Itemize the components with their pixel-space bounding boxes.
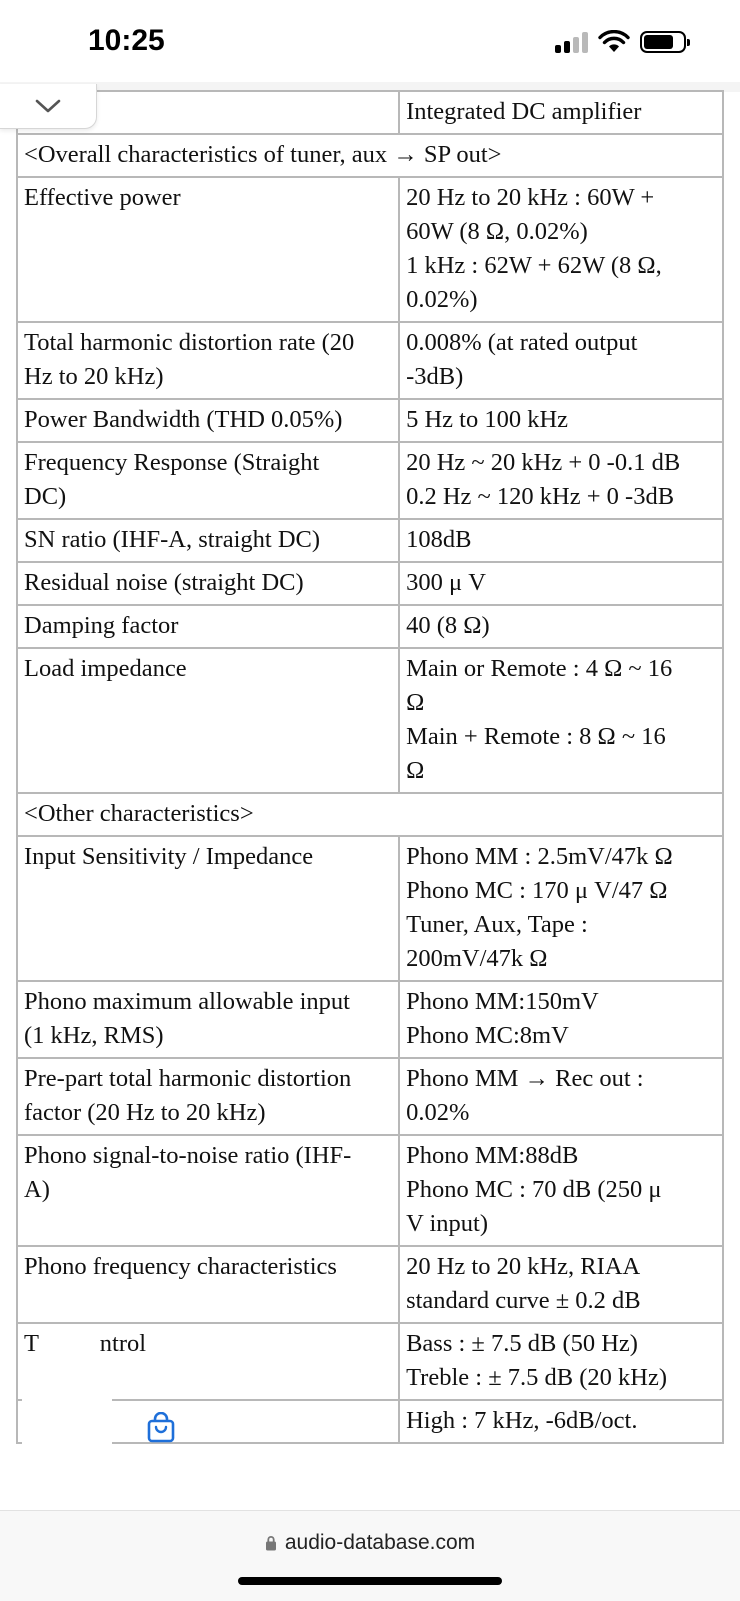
value-cell bbox=[399, 519, 723, 562]
value-text: Phono MM:88dB bbox=[406, 1142, 579, 1169]
value-cell bbox=[399, 1323, 723, 1400]
value-text: Phono MC : 70 dB (250 μ bbox=[406, 1176, 662, 1203]
value-cell bbox=[399, 442, 723, 519]
label-text: Phono frequency characteristics bbox=[24, 1253, 337, 1280]
label-cell bbox=[17, 1135, 399, 1246]
label-cell bbox=[17, 648, 399, 793]
label-text: Frequency Response (Straight bbox=[24, 449, 320, 476]
value-text: 0.2 Hz ~ 120 kHz + 0 -3dB bbox=[406, 483, 675, 510]
label-cell bbox=[17, 399, 399, 442]
value-cell bbox=[399, 1058, 723, 1135]
value-text: 0.02%) bbox=[406, 286, 478, 313]
label-text: Effective power bbox=[24, 184, 181, 211]
label-cell bbox=[17, 177, 399, 322]
table-row bbox=[17, 605, 723, 648]
value-text: V input) bbox=[406, 1210, 488, 1237]
table-row bbox=[17, 519, 723, 562]
label-cell bbox=[17, 1246, 399, 1323]
table-row bbox=[17, 648, 723, 793]
table-row bbox=[17, 322, 723, 399]
value-text: Phono MM:150mV bbox=[406, 988, 599, 1015]
value-cell bbox=[399, 399, 723, 442]
section-row bbox=[17, 134, 723, 177]
lock-icon bbox=[265, 1535, 277, 1551]
value-text: Phono MM : 2.5mV/47k Ω bbox=[406, 843, 673, 870]
value-text: 108dB bbox=[406, 526, 472, 553]
label-cell bbox=[17, 605, 399, 648]
value-text: Phono MM → Rec out : bbox=[406, 1065, 644, 1092]
value-text: Ω bbox=[406, 757, 425, 784]
label-text: Residual noise (straight DC) bbox=[24, 569, 304, 596]
cellular-signal-icon bbox=[555, 31, 588, 53]
label-cell bbox=[17, 981, 399, 1058]
value-text: 1 kHz : 62W + 62W (8 Ω, bbox=[406, 252, 662, 279]
value-cell bbox=[399, 1246, 723, 1323]
label-text: Pre-part total harmonic distortion bbox=[24, 1065, 352, 1092]
value-text: 20 Hz to 20 kHz : 60W + bbox=[406, 184, 655, 211]
value-cell bbox=[399, 1135, 723, 1246]
table-row bbox=[17, 442, 723, 519]
status-bar bbox=[0, 0, 740, 82]
value-text: Tuner, Aux, Tape : bbox=[406, 911, 588, 938]
value-text: standard curve ± 0.2 dB bbox=[406, 1287, 641, 1314]
table-row bbox=[17, 177, 723, 322]
shopping-bag-icon[interactable] bbox=[146, 1412, 176, 1444]
label-text: DC) bbox=[24, 483, 67, 510]
table-row bbox=[17, 399, 723, 442]
value-text: 300 μ V bbox=[406, 569, 486, 596]
label-cell bbox=[17, 442, 399, 519]
label-text: T ntrol bbox=[24, 1330, 147, 1357]
value-text: Main or Remote : 4 Ω ~ 16 bbox=[406, 655, 673, 682]
table-row bbox=[17, 1323, 723, 1400]
status-icons bbox=[555, 30, 686, 54]
section-row bbox=[17, 793, 723, 836]
table-row bbox=[17, 1246, 723, 1323]
table-row bbox=[17, 1058, 723, 1135]
spec-table bbox=[16, 90, 724, 1444]
collapse-toggle-button[interactable] bbox=[0, 84, 97, 129]
label-text: A) bbox=[24, 1176, 50, 1203]
value-text: Ω bbox=[406, 689, 425, 716]
value-text: 0.02% bbox=[406, 1099, 470, 1126]
label-text: (1 kHz, RMS) bbox=[24, 1022, 164, 1049]
label-text: Total harmonic distortion rate (20 bbox=[24, 329, 355, 356]
label-text: Power Bandwidth (THD 0.05%) bbox=[24, 406, 343, 433]
value-cell bbox=[399, 605, 723, 648]
value-text: 20 Hz to 20 kHz, RIAA bbox=[406, 1253, 641, 1280]
table-row bbox=[17, 562, 723, 605]
wifi-icon bbox=[598, 30, 630, 54]
label-text: Phono maximum allowable input bbox=[24, 988, 350, 1015]
value-text: Main + Remote : 8 Ω ~ 16 bbox=[406, 723, 666, 750]
label-text: Input Sensitivity / Impedance bbox=[24, 843, 314, 870]
section-title: <Other characteristics> bbox=[17, 793, 723, 836]
value-text: 200mV/47k Ω bbox=[406, 945, 548, 972]
label-text: Damping factor bbox=[24, 612, 179, 639]
value-text: 60W (8 Ω, 0.02%) bbox=[406, 218, 588, 245]
table-row bbox=[17, 1400, 723, 1443]
value-text: 0.008% (at rated output bbox=[406, 329, 638, 356]
value-text: 20 Hz ~ 20 kHz + 0 -0.1 dB bbox=[406, 449, 681, 476]
table-row bbox=[17, 1135, 723, 1246]
table-row bbox=[17, 981, 723, 1058]
label-text: Load impedance bbox=[24, 655, 187, 682]
label-text: SN ratio (IHF-A, straight DC) bbox=[24, 526, 321, 553]
value-text: Treble : ± 7.5 dB (20 kHz) bbox=[406, 1364, 668, 1391]
value-cell bbox=[399, 322, 723, 399]
label-cell bbox=[17, 836, 399, 981]
table-row bbox=[17, 91, 723, 134]
value-cell bbox=[399, 648, 723, 793]
value-text: High : 7 kHz, -6dB/oct. bbox=[406, 1407, 638, 1434]
value-text: 40 (8 Ω) bbox=[406, 612, 490, 639]
url-bar[interactable] bbox=[0, 1510, 740, 1601]
header-value-cell: Integrated DC amplifier bbox=[399, 91, 723, 134]
value-text: Phono MC : 170 μ V/47 Ω bbox=[406, 877, 668, 904]
label-text: factor (20 Hz to 20 kHz) bbox=[24, 1099, 266, 1126]
label-cell bbox=[17, 1058, 399, 1135]
home-indicator bbox=[238, 1577, 502, 1585]
status-time: 10:25 bbox=[88, 24, 165, 57]
value-text: -3dB) bbox=[406, 363, 464, 390]
label-text: Phono signal-to-noise ratio (IHF- bbox=[24, 1142, 352, 1169]
page-content bbox=[0, 82, 740, 1510]
value-cell bbox=[399, 981, 723, 1058]
table-row bbox=[17, 836, 723, 981]
url-domain[interactable]: audio-database.com bbox=[284, 1531, 476, 1554]
value-text: Bass : ± 7.5 dB (50 Hz) bbox=[406, 1330, 638, 1357]
value-text: Phono MC:8mV bbox=[406, 1022, 569, 1049]
section-title: <Overall characteristics of tuner, aux → SP out> bbox=[17, 134, 723, 177]
battery-icon bbox=[640, 31, 686, 53]
value-cell bbox=[399, 836, 723, 981]
value-cell bbox=[399, 562, 723, 605]
value-text: 5 Hz to 100 kHz bbox=[406, 406, 569, 433]
chevron-down-icon bbox=[34, 97, 62, 115]
label-cell bbox=[17, 322, 399, 399]
overlay-mask bbox=[22, 1384, 112, 1446]
label-cell bbox=[17, 519, 399, 562]
label-text: Hz to 20 kHz) bbox=[24, 363, 164, 390]
value-cell bbox=[399, 177, 723, 322]
value-cell bbox=[399, 1400, 723, 1443]
label-cell bbox=[17, 562, 399, 605]
